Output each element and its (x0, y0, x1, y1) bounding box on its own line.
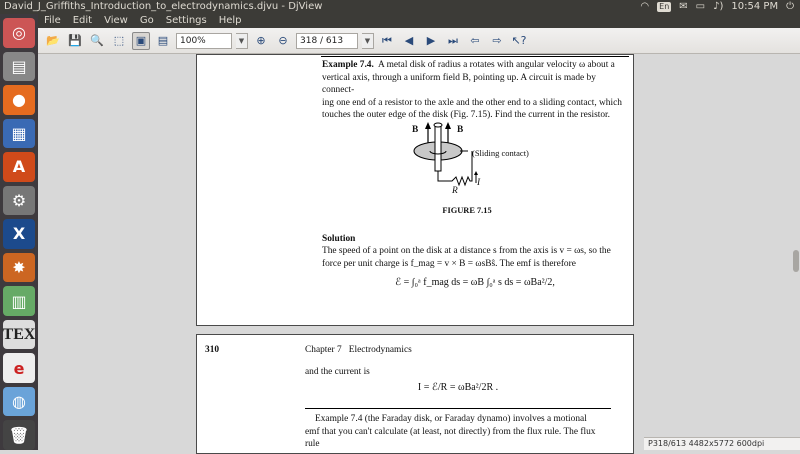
wifi-icon[interactable]: ◠ (640, 1, 650, 12)
files-icon[interactable]: ▤ (3, 52, 35, 82)
document-view[interactable] (38, 54, 792, 450)
djview-icon[interactable]: ◍ (3, 387, 35, 417)
page-318 (196, 54, 634, 326)
faraday-paragraph (305, 413, 611, 451)
current-equation: I = ℰ/R = ωBa²/2R . (417, 382, 499, 393)
figure-caption: FIGURE 7.15 (442, 206, 492, 215)
whats-this-icon[interactable]: ↖? (511, 34, 527, 47)
running-head (305, 344, 412, 357)
figure-7-15 (412, 119, 542, 209)
divider (305, 408, 611, 409)
settings-icon[interactable]: ⚙ (3, 186, 35, 216)
divider (321, 56, 629, 57)
example-line: touches the outer edge of the disk (Fig. 7.15). Find the current in the resistor. (322, 110, 610, 121)
chapter-title: Electrodynamics (348, 345, 412, 355)
solution-line: force per unit charge is f_mag = v × B = ωsBŝ. The emf is therefore (322, 258, 576, 269)
scrollbar-thumb[interactable] (793, 250, 799, 272)
menu-settings[interactable]: Settings (165, 15, 207, 26)
previous-page-icon[interactable]: ◀ (404, 34, 414, 47)
ubuntu-logo-icon[interactable]: ◎ (3, 18, 35, 48)
back-icon[interactable]: ⇦ (470, 34, 480, 47)
trash-icon[interactable]: 🗑 (3, 420, 35, 450)
clock[interactable]: 10:54 PM (731, 1, 779, 12)
figure-label-i: I (477, 178, 481, 188)
page-field[interactable]: 318 / 613 (296, 33, 358, 49)
calc-icon[interactable]: ▥ (3, 286, 35, 316)
chevron-down-icon[interactable]: ▼ (362, 33, 374, 49)
example-paragraph (322, 59, 628, 122)
fit-page-icon[interactable]: ▣ (132, 32, 150, 50)
firefox-icon[interactable]: ● (3, 85, 35, 115)
solution-paragraph (322, 245, 628, 270)
example-line: ing one end of a resistor to the axle and the other end to a sliding contact, which (322, 97, 622, 108)
solution-line: The speed of a point on the disk at a distance s from the axis is v = ωs, so the (322, 246, 611, 256)
window-title: David_J_Griffiths_Introduction_to_electrodynamics.djvu - DjView (4, 1, 323, 12)
mail-icon[interactable]: ✉ (679, 1, 688, 12)
menu-view[interactable]: View (104, 15, 128, 26)
toolbar (38, 28, 800, 54)
figure-label-b-right: B (457, 125, 464, 135)
next-page-icon[interactable]: ▶ (426, 34, 436, 47)
solution-heading: Solution (322, 234, 356, 244)
page-number: 310 (205, 345, 220, 355)
status-bar: P318/613 4482x5772 600dpi (644, 437, 800, 450)
fit-width-icon[interactable]: ▤ (157, 34, 169, 47)
menu-bar (38, 14, 800, 28)
body-line: Example 7.4 (the Faraday disk, or Faraday dynamo) involves a motional (315, 414, 587, 424)
body-line: and the current is (305, 367, 370, 377)
zoom-combo[interactable]: 100% (176, 33, 232, 49)
open-icon[interactable]: 📂 (46, 34, 60, 47)
example-line: vertical axis, through a uniform field B, pointing up. A circuit is made by connect- (322, 72, 596, 96)
example-line: A metal disk of radius a rotates with angular velocity ω about a (378, 60, 615, 70)
page-319 (196, 334, 634, 454)
example-label: Example 7.4. (322, 60, 374, 70)
figure-label-r: R (452, 186, 458, 196)
menu-file[interactable]: File (44, 15, 61, 26)
figure-label-b-left: B (412, 125, 419, 135)
forward-icon[interactable]: ⇨ (492, 34, 502, 47)
menu-help[interactable]: Help (218, 15, 242, 26)
menu-edit[interactable]: Edit (72, 15, 93, 26)
top-panel (0, 0, 800, 14)
vertical-scrollbar[interactable] (792, 54, 800, 450)
select-icon[interactable]: ⬚ (113, 34, 125, 47)
system-tray (640, 0, 794, 14)
chevron-down-icon[interactable]: ▼ (236, 33, 248, 49)
emf-equation: ℰ = ∫₀ᵃ f_mag ds = ωB ∫₀ᵃ s ds = ωBa²/2, (395, 277, 555, 288)
software-center-icon[interactable]: A (3, 152, 35, 182)
math-icon[interactable]: ✸ (3, 253, 35, 283)
battery-icon[interactable]: ▭ (695, 1, 706, 12)
menu-go[interactable]: Go (139, 15, 154, 26)
last-page-icon[interactable]: ⏭ (448, 33, 458, 47)
save-icon[interactable]: 💾 (68, 34, 82, 47)
zoom-out-icon[interactable]: ⊖ (278, 34, 288, 47)
figure-label-sliding: (Sliding contact) (472, 148, 529, 158)
find-icon[interactable]: 🔍 (90, 34, 104, 47)
power-icon[interactable]: ⏻ (786, 1, 794, 12)
tex-icon[interactable]: TEX (3, 320, 35, 350)
chapter-label: Chapter 7 (305, 345, 342, 355)
volume-icon[interactable]: ♪) (713, 1, 724, 12)
body-line: emf that you can't calculate (at least, not directly) from the flux rule. The flux rule (305, 426, 596, 450)
keyboard-indicator[interactable]: En (659, 2, 670, 11)
editor-icon[interactable]: e (3, 353, 35, 383)
writer-icon[interactable]: ▦ (3, 119, 35, 149)
zoom-in-icon[interactable]: ⊕ (256, 34, 266, 47)
xfig-icon[interactable]: X (3, 219, 35, 249)
first-page-icon[interactable]: ⏮ (382, 33, 392, 47)
launcher (0, 14, 38, 450)
